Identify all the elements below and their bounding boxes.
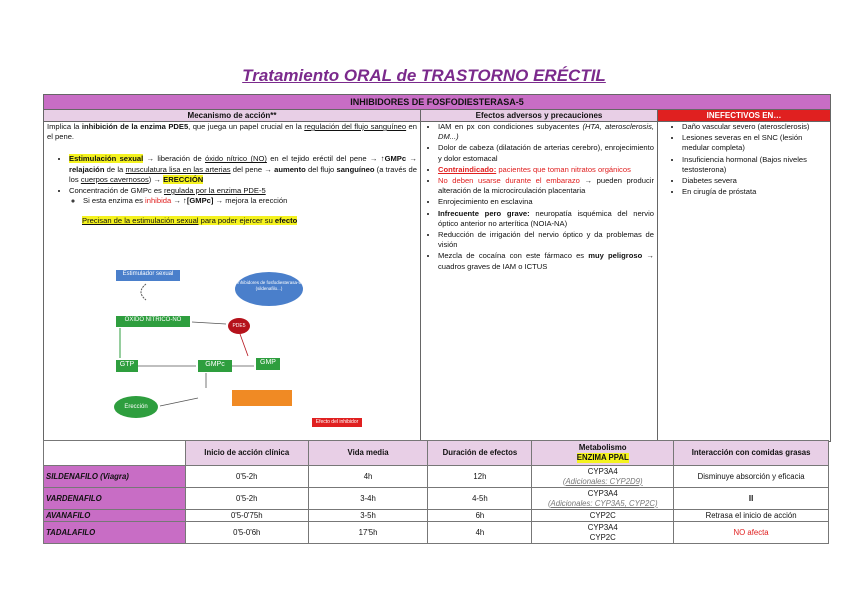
drug-cell: VARDENAFILO [44,488,186,510]
gmpc-box: GMPc [198,360,232,372]
effects-header: Efectos adversos y precauciones [421,110,657,122]
table-header-row [44,441,829,466]
list-item: ◦ Si esta enzima es inhibida → ↑[GMPc] → mejora la erección [83,196,417,206]
divider [657,110,658,441]
note: Precisan de la estimulación sexual para poder ejercer su efecto [82,216,298,226]
effects-list [424,122,654,272]
mechanism-column [47,122,417,227]
list-item: • Lesiones severas en el SNC (lesión medular completa) [682,133,827,153]
pde5-shape: PDE5 [228,318,250,334]
list-item: • No deben usarse durante el embarazo → pueden producir alteración de la microcirculación placentaria [438,176,654,196]
erection-burst: Erección [114,396,158,418]
list-item: • Estimulación sexual → liberación de óxido nítrico (NO) en el tejido eréctil del pene → ↑GMPc → relajación de la musculatura lisa en las arterias del pene → aumento del flujo sanguíneo (a través de los cuerpos cavernosos) → ERECCIÓN [69,154,417,185]
gtp-box: GTP [116,360,138,372]
list-item: • IAM en px con condiciones subyacentes (HTA, aterosclerosis, DM...) [438,122,654,142]
header-cell: Duración de efectos [428,441,532,466]
list-item: • Insuficiencia hormonal (Bajos niveles testosterona) [682,155,827,175]
list-item: • Mezcla de cocaína con este fármaco es muy peligroso → cuadros graves de IAM o ICTUS [438,251,654,271]
comparison-table [43,440,829,544]
list-item: • Contraindicado: pacientes que toman nitratos orgánicos [438,165,654,175]
list-item: • Diabetes severa [682,176,827,186]
table-row: TADALAFILO 0'5-0'6h 17'5h 4h CYP3A4 CYP2C NO afecta [44,522,829,544]
mechanism-list [47,154,417,206]
drug-cell: SILDENAFILO (Viagra) [44,466,186,488]
gmp-box: GMP [256,358,280,370]
header-cell: Metabolismo ENZIMA PPAL [532,441,674,466]
drug-cell: AVANAFILO [44,510,186,522]
list-item: • Concentración de GMPc es regulada por la enzima PDE-5 ◦ Si esta enzima es inhibida → ↑[GMPc] → mejora la erección [69,186,417,206]
divider [420,110,421,441]
effect-label: Efecto del inhibidor [312,418,362,427]
list-item: • Dolor de cabeza (dilatación de arterias cerebro), enrojecimiento y dolor estomacal [438,143,654,163]
oval-inhibitor: Inhibidores de fosfodiesterasa-5 (sildenafilo...) [235,272,303,306]
list-item: • En cirugía de próstata [682,187,827,197]
list-item: • Daño vascular severo (aterosclerosis) [682,122,827,132]
list-item: • Infrecuente pero grave: neuropatía isquémica del nervio óptico anterior no arterítica (NOIA-NA) [438,209,654,229]
page-title: Tratamiento ORAL de TRASTORNO ERÉCTIL [242,66,606,85]
ineffective-header: INEFECTIVOS EN… [658,110,830,122]
mechanism-header: Mecanismo de acción** [44,110,420,122]
group-header: INHIBIDORES DE FOSFODIESTERASA-5 [44,95,830,110]
mechanism-diagram [80,270,380,430]
diagram-arrows [80,270,380,430]
header-cell: Interacción con comidas grasas [674,441,829,466]
effects-column [424,122,654,273]
ineffective-list [662,122,827,197]
header-cell [44,441,186,466]
table-row: SILDENAFILO (Viagra) 0'5-2h 4h 12h CYP3A4 (Adicionales: CYP2D9) Disminuye absorción y eficacia [44,466,829,488]
table-row: AVANAFILO 0'5-0'75h 3-5h 6h CYP2C Retrasa el inicio de acción [44,510,829,522]
header-cell: Vida media [308,441,428,466]
ineffective-column [662,122,827,198]
list-item: • Reducción de irrigación del nervio óptico y da problemas de visión [438,230,654,250]
no-box: ÓXIDO NÍTRICO-NO [116,316,190,327]
header-cell: Inicio de acción clínica [185,441,308,466]
title-emphasis: TRASTORNO ERÉCTIL [421,66,606,85]
stimulus-box: Estimulador sexual [116,270,180,281]
drug-cell: TADALAFILO [44,522,186,544]
mechanism-intro: Implica la inhibición de la enzima PDE5, que juega un papel crucial en la regulación del flujo sanguíneo en el pene. [47,122,417,142]
table-row: VARDENAFILO 0'5-2h 3-4h 4-5h CYP3A4 (Adicionales: CYP3A5, CYP2C) II [44,488,829,510]
list-item: • Enrojecimiento en esclavina [438,197,654,207]
